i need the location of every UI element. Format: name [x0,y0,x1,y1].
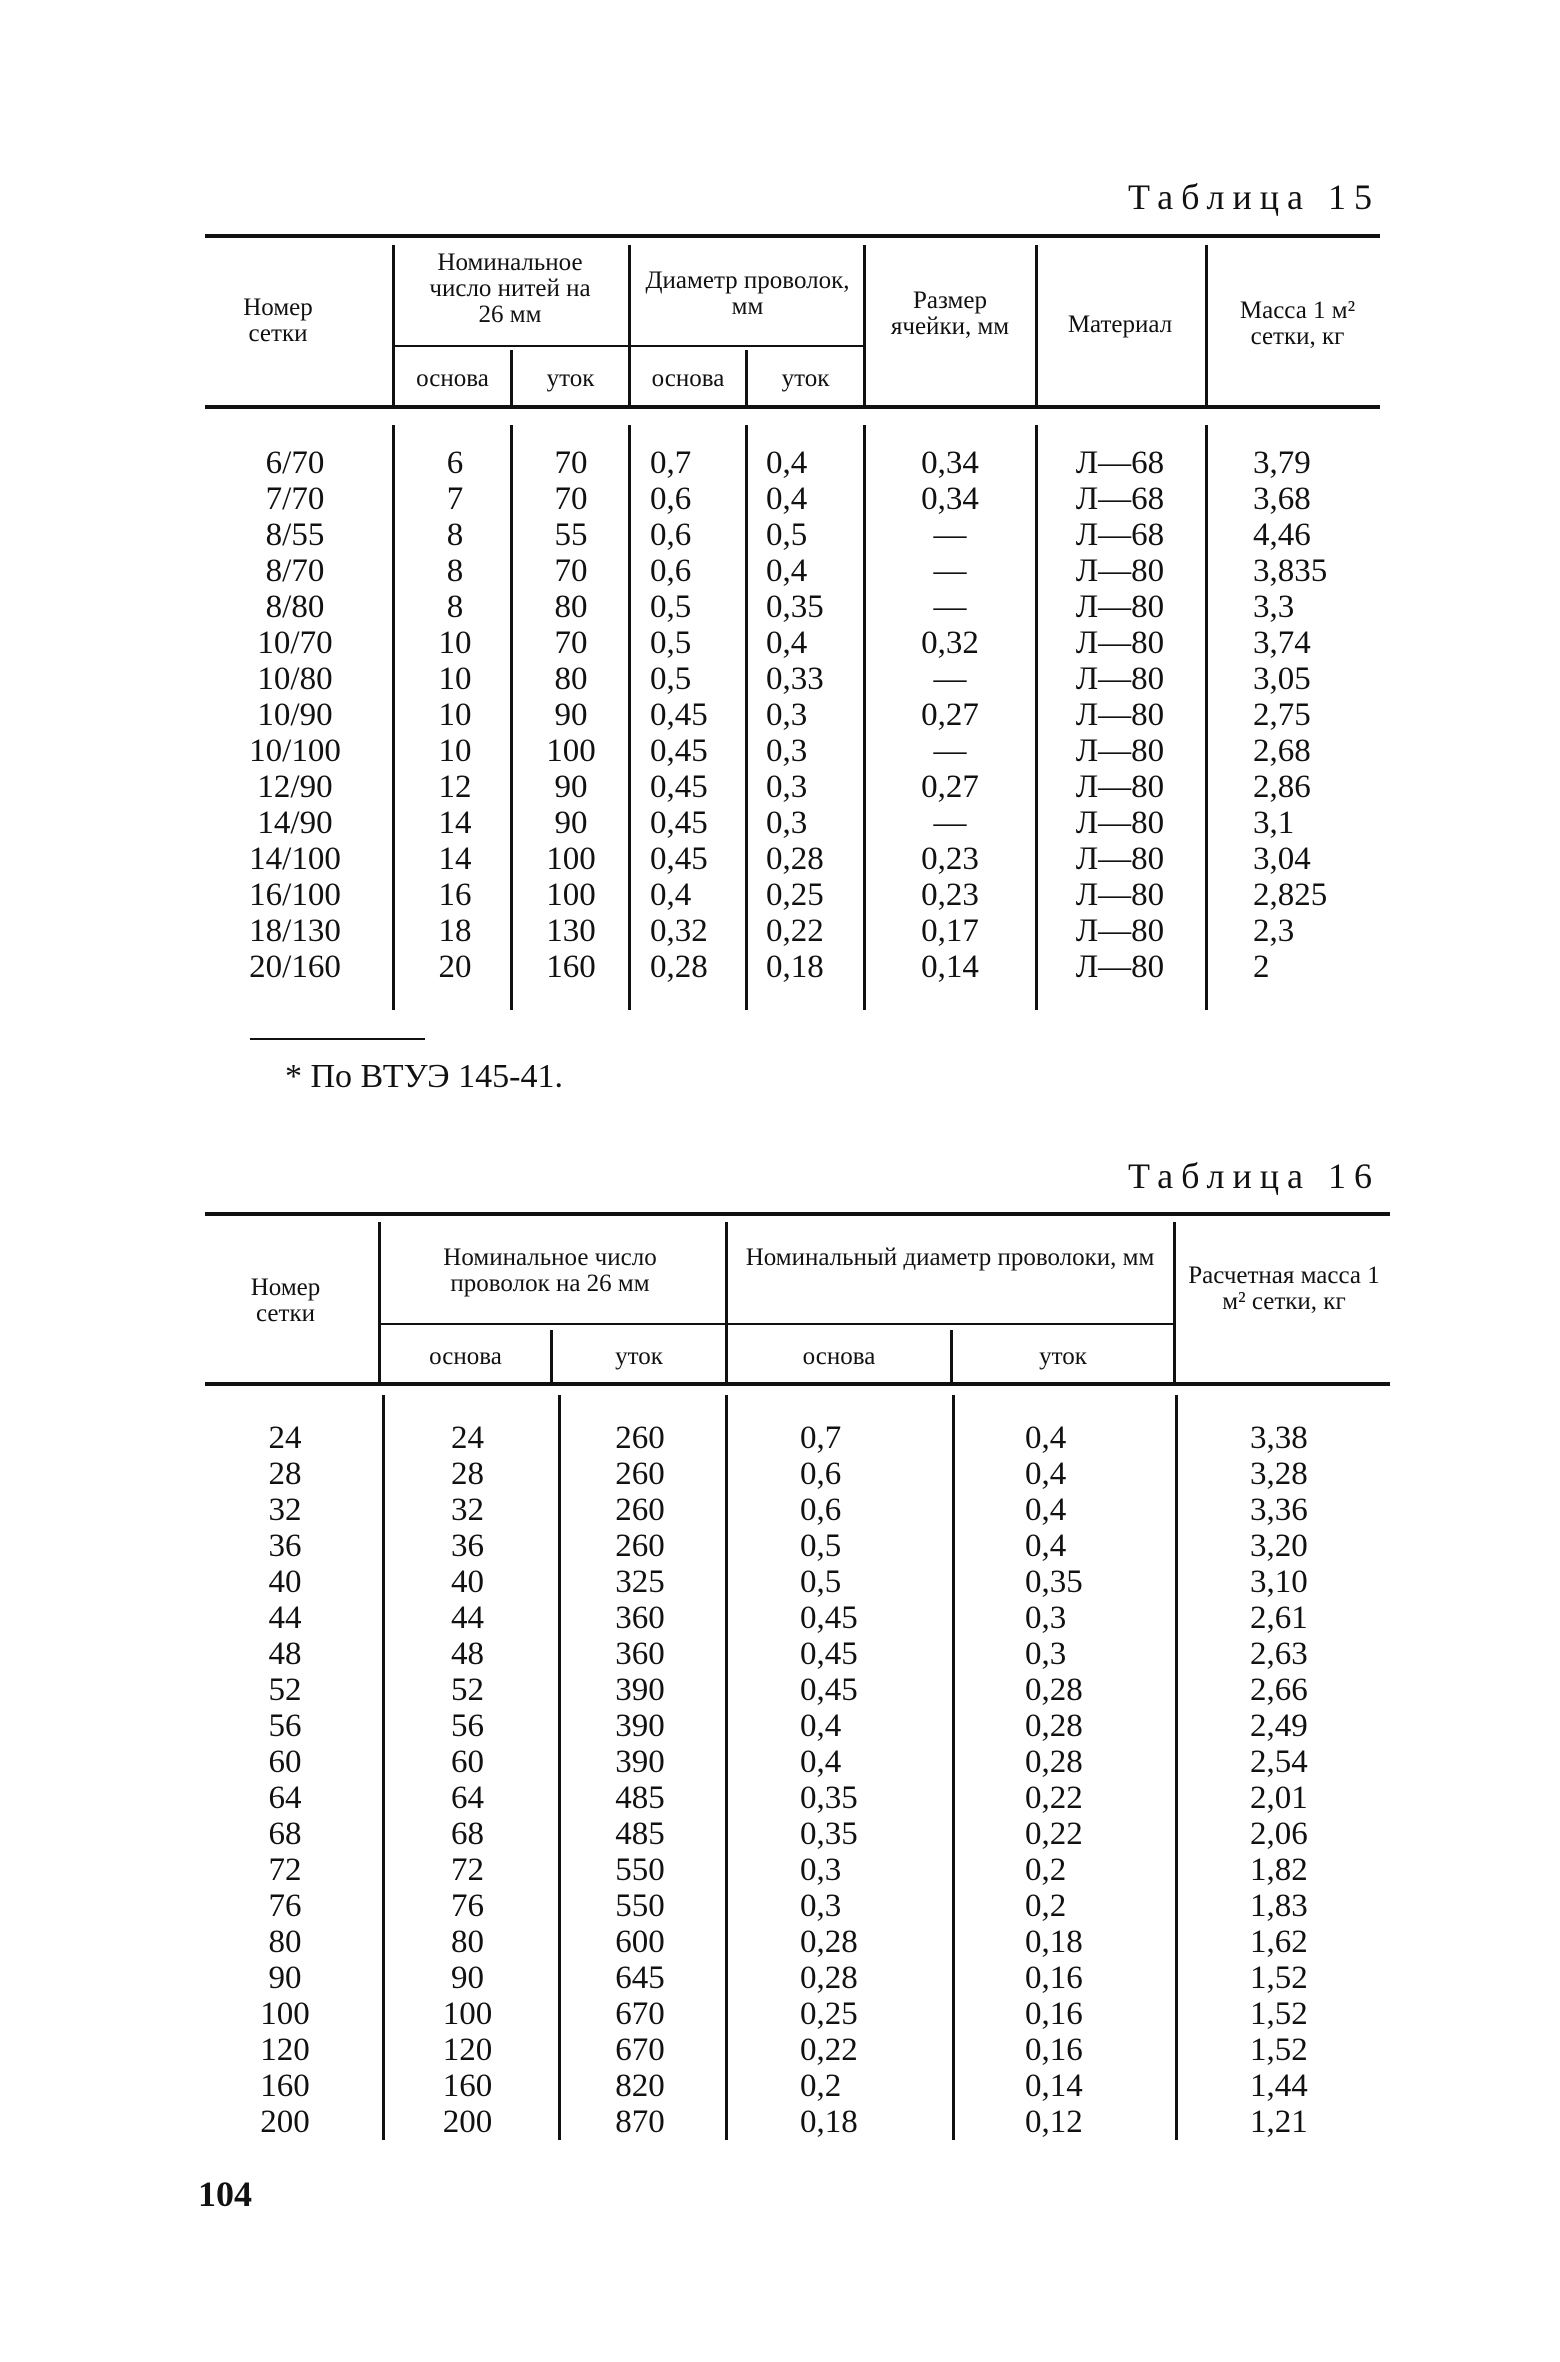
table15-col-cell-size [880,445,1020,985]
table15-header-divider [1035,245,1038,405]
table-cell: 0,28 [800,1960,858,1996]
table-cell: 28 [268,1456,302,1492]
table15-body-divider [1035,425,1038,1010]
table-cell: 3,835 [1253,553,1328,589]
table-cell: 64 [451,1780,484,1816]
table-cell: 1,52 [1250,2032,1308,2068]
table15-body-divider [1205,425,1208,1010]
table-cell: 550 [615,1888,665,1924]
table-cell: 0,45 [650,697,708,733]
table-cell: Л—80 [1075,841,1165,877]
table-cell: 3,36 [1250,1492,1308,1528]
table-cell: — [933,661,967,697]
table16-col-mesh-number [235,1420,335,2140]
table15-header-mesh-number: Номер сетки [243,294,313,347]
table16-header-nominal-wires: Номинальное число проволок на 26 мм [443,1244,657,1297]
table-cell: 68 [268,1816,302,1852]
table-cell: 0,4 [800,1708,842,1744]
table-cell: 120 [260,2032,310,2068]
table15-header-diam-warp: основа [651,365,725,392]
table-cell: 670 [615,1996,665,2032]
table-cell: 70 [554,553,588,589]
table-cell: 0,28 [766,841,824,877]
footnote: * По ВТУЭ 145-41. [285,1058,563,1095]
table-cell: 260 [615,1492,665,1528]
table16-header-wires-warp: основа [429,1343,502,1370]
table-cell: 2,49 [1250,1708,1308,1744]
table15-col-material [1050,445,1190,985]
table-cell: 100 [260,1996,310,2032]
table16-header-wires-weft: уток [615,1343,663,1370]
table-cell: 0,35 [1025,1564,1083,1600]
table-cell: 64 [268,1780,302,1816]
table-cell: 2,01 [1250,1780,1308,1816]
table15-body-divider [392,425,395,1010]
table-cell: 18/130 [249,913,341,949]
table-cell: 36 [268,1528,302,1564]
table-cell: 0,14 [921,949,979,985]
table-cell: — [933,733,967,769]
table-cell: 2,3 [1253,913,1295,949]
table-cell: 72 [268,1852,302,1888]
table-cell: 2,66 [1250,1672,1308,1708]
table-cell: 56 [451,1708,484,1744]
table-cell: Л—68 [1075,445,1165,481]
table-cell: 0,17 [921,913,979,949]
table-cell: 3,20 [1250,1528,1308,1564]
table-cell: 360 [615,1600,665,1636]
table-cell: 670 [615,2032,665,2068]
table-cell: 0,5 [650,661,692,697]
table-cell: 6/70 [265,445,325,481]
table-cell: 20/160 [249,949,341,985]
table-cell: 0,5 [650,625,692,661]
table-cell: 0,23 [921,877,979,913]
table-cell: 24 [268,1420,302,1456]
table-cell: 2,86 [1253,769,1311,805]
table-cell: 3,04 [1253,841,1311,877]
table-cell: 2,825 [1253,877,1328,913]
table-cell: 0,3 [766,769,808,805]
table-cell: 0,5 [800,1528,842,1564]
table-cell: 90 [451,1960,484,1996]
table-cell: 0,3 [766,697,808,733]
table16-subheader-rule [380,1323,1173,1325]
table-cell: 1,83 [1250,1888,1308,1924]
table-cell: 0,3 [1025,1636,1067,1672]
table-cell: 0,4 [1025,1492,1067,1528]
table-cell: 0,23 [921,841,979,877]
table-cell: 200 [260,2104,310,2140]
table-cell: 52 [451,1672,484,1708]
table15-header-nominal-threads: Номинальное число нитей на 26 мм [429,249,591,328]
table-cell: 10/90 [257,697,333,733]
table-cell: 0,28 [1025,1672,1083,1708]
table-cell: 55 [554,517,588,553]
table-cell: 870 [615,2104,665,2140]
table-cell: 2,63 [1250,1636,1308,1672]
table-cell: — [933,589,967,625]
table-cell: 70 [554,445,588,481]
table-cell: 0,28 [800,1924,858,1960]
table-cell: Л—80 [1075,805,1165,841]
table-cell: 0,2 [800,2068,842,2104]
table15-col-mesh-number [225,445,365,985]
table16-caption: Таблица 16 [1128,1156,1380,1196]
table-cell: 4,46 [1253,517,1311,553]
table15-col-mass [1253,445,1373,985]
table-cell: 0,32 [921,625,979,661]
table-cell: 90 [554,805,588,841]
table-cell: 14 [438,841,472,877]
table-cell: 0,4 [650,877,692,913]
table16-col-wires-warp [420,1420,515,2140]
table16-body-divider [952,1395,955,2140]
table-cell: 0,4 [766,553,808,589]
table-cell: 12 [438,769,472,805]
table-cell: 0,16 [1025,1960,1083,1996]
table-cell: 0,45 [800,1636,858,1672]
table-cell: 0,4 [766,481,808,517]
table-cell: 8/55 [265,517,325,553]
table-cell: 28 [451,1456,484,1492]
table-cell: 60 [451,1744,484,1780]
table-cell: 0,6 [650,553,692,589]
table-cell: 0,3 [1025,1600,1067,1636]
table-cell: 3,05 [1253,661,1311,697]
table-cell: 0,4 [1025,1456,1067,1492]
table-cell: 12/90 [257,769,333,805]
table-cell: Л—68 [1075,481,1165,517]
table-cell: 0,45 [650,769,708,805]
table-cell: 600 [615,1924,665,1960]
table15-header-cell-size: Размер ячейки, мм [890,287,1010,340]
table16-header-mesh-number: Номер сетки [250,1274,321,1327]
table-cell: 0,18 [800,2104,858,2140]
table-cell: 80 [554,589,588,625]
table-cell: 0,27 [921,769,979,805]
table-cell: 16/100 [249,877,341,913]
table15-body-divider [745,425,748,1010]
table-cell: 3,3 [1253,589,1295,625]
table-cell: 14/90 [257,805,333,841]
table-cell: 100 [546,841,596,877]
table-cell: 48 [268,1636,302,1672]
table-cell: 0,7 [650,445,692,481]
table15-body-divider [863,425,866,1010]
table-cell: 260 [615,1456,665,1492]
table-cell: 200 [442,2104,493,2140]
table-cell: 160 [442,2068,493,2104]
table-cell: 20 [438,949,472,985]
table-cell: 325 [615,1564,665,1600]
table-cell: 44 [451,1600,484,1636]
table-cell: 100 [546,877,596,913]
table16-col-diam-warp [800,1420,940,2140]
table-cell: 7/70 [265,481,325,517]
table16-top-rule [205,1212,1390,1216]
table-cell: 7 [446,481,464,517]
table-cell: 0,22 [766,913,824,949]
table16-body-divider [382,1395,385,2140]
table-cell: 260 [615,1420,665,1456]
table-cell: 70 [554,481,588,517]
table-cell: 10 [438,661,472,697]
table-cell: 18 [438,913,472,949]
table16-header-diam-weft: уток [1039,1343,1087,1370]
table-cell: 0,6 [800,1456,842,1492]
table-cell: Л—80 [1075,553,1165,589]
table-cell: 550 [615,1852,665,1888]
table-cell: 0,25 [800,1996,858,2032]
table-cell: 0,35 [766,589,824,625]
table-cell: Л—80 [1075,913,1165,949]
table-cell: 72 [451,1852,484,1888]
table-cell: 120 [442,2032,493,2068]
table-cell: 390 [615,1708,665,1744]
table-cell: 0,45 [650,841,708,877]
table-cell: 10/70 [257,625,333,661]
table-cell: 3,74 [1253,625,1311,661]
table-cell: 0,18 [1025,1924,1083,1960]
table-cell: 80 [451,1924,484,1960]
table-cell: 0,4 [800,1744,842,1780]
table-cell: 0,16 [1025,1996,1083,2032]
table-cell: 8 [446,589,464,625]
table16-header-calc-mass: Расчетная масса 1 м² сетки, кг [1188,1262,1380,1315]
table-cell: Л—80 [1075,733,1165,769]
table-cell: 160 [546,949,596,985]
table-cell: 0,4 [766,625,808,661]
table-cell: 0,45 [650,805,708,841]
table-cell: 100 [546,733,596,769]
table-cell: 0,22 [1025,1780,1083,1816]
table-cell: 0,4 [1025,1420,1067,1456]
table15-header-rule [205,405,1380,409]
table-cell: Л—80 [1075,877,1165,913]
table-cell: 3,28 [1250,1456,1308,1492]
table-cell: 1,82 [1250,1852,1308,1888]
table-cell: 485 [615,1780,665,1816]
table-cell: 0,5 [800,1564,842,1600]
table-cell: 2,61 [1250,1600,1308,1636]
table-cell: 1,52 [1250,1960,1308,1996]
table-cell: 52 [268,1672,302,1708]
table15-col-threads-weft [515,445,627,985]
table15-header-threads-weft: уток [546,365,595,392]
table15-caption: Таблица 15 [1128,177,1380,217]
table-cell: — [933,805,967,841]
table-cell: Л—80 [1075,625,1165,661]
table15-body-divider [510,425,513,1010]
table15-header-divider [1205,245,1208,405]
table-cell: 0,3 [800,1888,842,1924]
table-cell: 2,75 [1253,697,1311,733]
table-cell: 10 [438,733,472,769]
table-cell: 0,34 [921,481,979,517]
table-cell: 0,2 [1025,1888,1067,1924]
table16-body-divider [1175,1395,1178,2140]
table15-header-diam-weft: уток [781,365,830,392]
table-cell: 1,62 [1250,1924,1308,1960]
table16-col-mass [1250,1420,1370,2140]
table-cell: 0,28 [1025,1744,1083,1780]
table-cell: 10 [438,625,472,661]
footnote-rule [250,1038,425,1040]
table-cell: 0,4 [766,445,808,481]
table15-col-diam-warp [650,445,745,985]
table-cell: 0,35 [800,1780,858,1816]
table-cell: 10 [438,697,472,733]
table-cell: 76 [268,1888,302,1924]
table16-col-wires-weft [590,1420,690,2140]
table16-body-divider [725,1395,728,2140]
table-cell: 0,35 [800,1816,858,1852]
table-cell: 3,68 [1253,481,1311,517]
table15-header-divider [863,245,866,405]
table-cell: 8/80 [265,589,325,625]
table16-header-rule [205,1382,1390,1386]
table-cell: 0,6 [650,517,692,553]
table-cell: 100 [442,1996,493,2032]
table-cell: 80 [554,661,588,697]
table-cell: 56 [268,1708,302,1744]
table16-header-nominal-diameter: Номинальный диаметр проволоки, мм [745,1244,1155,1271]
table-cell: 0,22 [1025,1816,1083,1852]
table15-header-wire-diameter: Диаметр проволок, мм [645,267,850,320]
table-cell: 0,4 [1025,1528,1067,1564]
table-cell: 0,5 [766,517,808,553]
table-cell: 390 [615,1744,665,1780]
table-cell: 8/70 [265,553,325,589]
table-cell: 360 [615,1636,665,1672]
table-cell: 10/80 [257,661,333,697]
table-cell: 645 [615,1960,665,1996]
table-cell: 0,28 [1025,1708,1083,1744]
table-cell: Л—80 [1075,661,1165,697]
table-cell: 44 [268,1600,302,1636]
table-cell: Л—80 [1075,769,1165,805]
table-cell: 16 [438,877,472,913]
table-cell: 0,45 [800,1600,858,1636]
table-cell: Л—80 [1075,697,1165,733]
table-cell: 0,3 [766,805,808,841]
table-cell: 2,68 [1253,733,1311,769]
table-cell: 90 [554,697,588,733]
table-cell: — [933,517,967,553]
table-cell: 90 [554,769,588,805]
table-cell: 0,5 [650,589,692,625]
table-cell: 820 [615,2068,665,2104]
table-cell: 8 [446,517,464,553]
table-cell: 0,45 [800,1672,858,1708]
table15-body-divider [628,425,631,1010]
table-cell: 40 [268,1564,302,1600]
table-cell: Л—68 [1075,517,1165,553]
table-cell: Л—80 [1075,589,1165,625]
table-cell: Л—80 [1075,949,1165,985]
table-cell: 0,3 [800,1852,842,1888]
table-cell: 14/100 [249,841,341,877]
table-cell: 2 [1253,949,1270,985]
table-cell: 0,45 [650,733,708,769]
table-cell: 70 [554,625,588,661]
table-cell: 48 [451,1636,484,1672]
table-cell: 6 [446,445,464,481]
table15-header-threads-warp: основа [416,365,489,392]
table15-top-rule [205,234,1380,238]
table-cell: 8 [446,553,464,589]
table-cell: 0,14 [1025,2068,1083,2104]
table-cell: 60 [268,1744,302,1780]
table-cell: 0,12 [1025,2104,1083,2140]
table-cell: 40 [451,1564,484,1600]
table-cell: 130 [546,913,596,949]
table-cell: 260 [615,1528,665,1564]
table-cell: 0,16 [1025,2032,1083,2068]
table-cell: 0,32 [650,913,708,949]
table-cell: 0,28 [650,949,708,985]
table-cell: 10/100 [249,733,341,769]
table-cell: 0,7 [800,1420,842,1456]
table-cell: 3,79 [1253,445,1311,481]
table-cell: 14 [438,805,472,841]
table-cell: 0,3 [766,733,808,769]
table16-body-divider [558,1395,561,2140]
table-cell: 1,21 [1250,2104,1308,2140]
table-cell: 1,52 [1250,1996,1308,2032]
table-cell: 0,33 [766,661,824,697]
table16-header-divider [1173,1222,1176,1382]
table-cell: 32 [451,1492,484,1528]
table-cell: 0,18 [766,949,824,985]
table-cell: 1,44 [1250,2068,1308,2104]
table-cell: 76 [451,1888,484,1924]
table-cell: 485 [615,1816,665,1852]
table-cell: 160 [260,2068,310,2104]
table-cell: 68 [451,1816,484,1852]
table-cell: 0,6 [800,1492,842,1528]
table-cell: 3,1 [1253,805,1295,841]
table-cell: 2,54 [1250,1744,1308,1780]
table15-col-threads-warp [400,445,510,985]
table15-col-diam-weft [766,445,863,985]
table-cell: 32 [268,1492,302,1528]
table-cell: 0,2 [1025,1852,1067,1888]
table-cell: 3,10 [1250,1564,1308,1600]
table-cell: 24 [451,1420,484,1456]
table-cell: 80 [268,1924,302,1960]
table-cell: 0,25 [766,877,824,913]
table-cell: 90 [268,1960,302,1996]
page-number: 104 [198,2174,252,2214]
table15-header-material: Материал [1067,311,1173,338]
table-cell: 390 [615,1672,665,1708]
table-cell: 3,38 [1250,1420,1308,1456]
table-cell: 36 [451,1528,484,1564]
table-cell: 0,22 [800,2032,858,2068]
table16-col-diam-weft [1025,1420,1165,2140]
table-cell: 0,27 [921,697,979,733]
table-cell: 2,06 [1250,1816,1308,1852]
table-cell: 0,34 [921,445,979,481]
table15-header-mass: Масса 1 м² сетки, кг [1239,297,1356,350]
table-cell: 0,6 [650,481,692,517]
table-cell: — [933,553,967,589]
table16-header-diam-warp: основа [802,1343,876,1370]
